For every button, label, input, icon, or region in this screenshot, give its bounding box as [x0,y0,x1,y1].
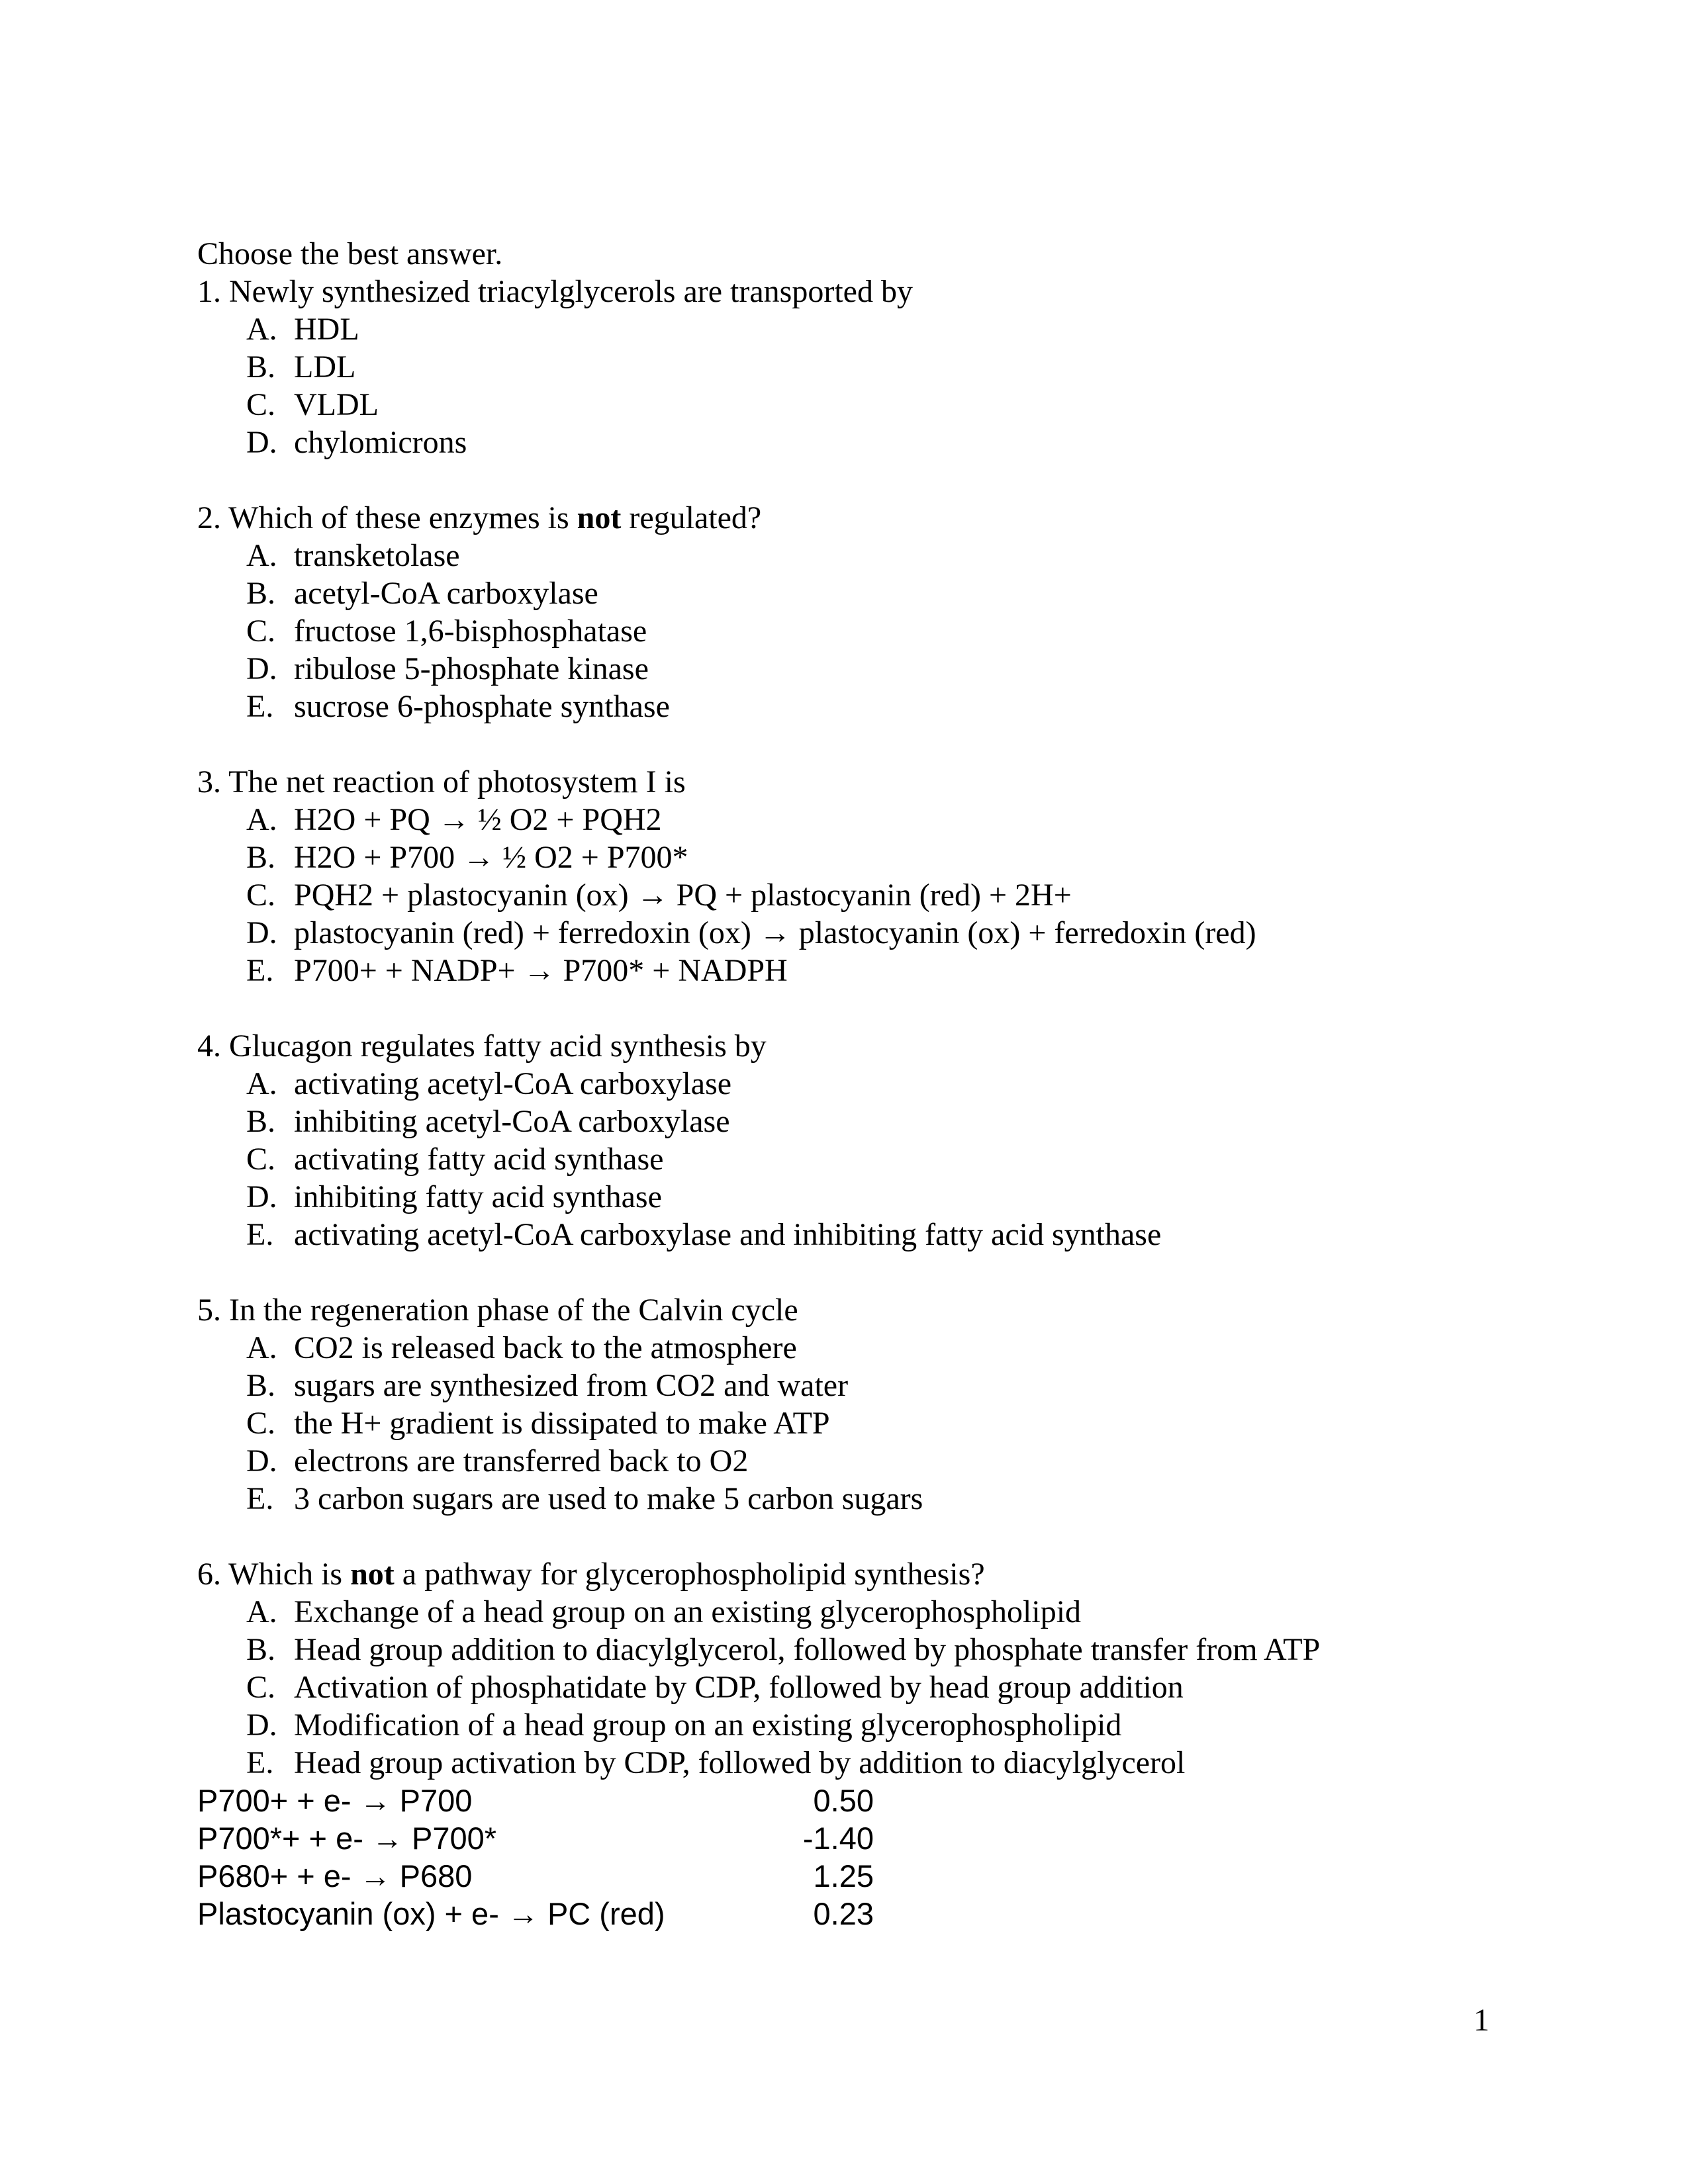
instructions: Choose the best answer. [197,236,503,271]
option-text: electrons are transferred back to O2 [294,1443,749,1479]
option-6b [246,1631,1320,1668]
potential-reaction-1: P700+ + e- → P700 [197,1783,473,1818]
option-letter: E. [246,689,274,724]
option-text: H2O + PQ → ½ O2 + PQH2 [294,802,662,837]
option-letter: C. [246,387,276,422]
option-1a [246,311,359,348]
option-letter: C. [246,1406,276,1441]
option-text: inhibiting acetyl-CoA carboxylase [294,1104,730,1139]
option-5a [246,1330,797,1367]
potential-reaction-2: P700*+ + e- → P700* [197,1821,497,1856]
option-text: Modification of a head group on an existing glycerophospholipid [294,1707,1122,1743]
option-letter: B. [246,1104,276,1139]
option-letter: B. [246,349,276,385]
option-letter: A. [246,538,277,573]
option-text: plastocyanin (red) + ferredoxin (ox) → plastocyanin (ox) + ferredoxin (red) [294,915,1256,950]
option-letter: A. [246,802,277,837]
option-letter: C. [246,1670,276,1705]
option-text: acetyl-CoA carboxylase [294,576,598,611]
question-1-number: 1. [197,274,221,309]
option-letter: D. [246,425,277,460]
option-text: Activation of phosphatidate by CDP, followed by head group addition [294,1670,1184,1705]
option-5e [246,1480,923,1518]
question-6-text-before: Which is [228,1557,343,1592]
option-6e [246,1745,1185,1782]
option-text: P700+ + NADP+ → P700* + NADPH [294,953,788,988]
option-4e [246,1216,1161,1253]
option-text: sucrose 6-phosphate synthase [294,689,670,724]
question-2-text-bold: not [577,500,622,535]
question-6-text-bold: not [350,1557,395,1592]
option-2e [246,688,670,725]
option-3a [246,801,662,839]
question-4-text: Glucagon regulates fatty acid synthesis by [229,1028,767,1064]
option-text: activating fatty acid synthase [294,1142,664,1177]
option-text: CO2 is released back to the atmosphere [294,1330,797,1365]
option-4b [246,1103,730,1140]
option-3c [246,877,1072,914]
option-letter: D. [246,1707,277,1743]
question-6-number: 6. [197,1557,221,1592]
option-letter: E. [246,1745,274,1780]
option-text: chylomicrons [294,425,467,460]
option-letter: A. [246,1594,277,1629]
option-text: Head group activation by CDP, followed by addition to diacylglycerol [294,1745,1186,1780]
option-1d [246,424,467,461]
option-text: HDL [294,312,359,347]
potential-value-4: 0.23 [813,1896,874,1931]
option-letter: A. [246,312,277,347]
option-3b [246,839,688,876]
question-5 [197,1292,798,1329]
option-text: 3 carbon sugars are used to make 5 carbon sugars [294,1481,923,1516]
option-4d [246,1179,662,1216]
option-text: VLDL [294,387,379,422]
option-6c [246,1669,1184,1706]
option-text: activating acetyl-CoA carboxylase and inhibiting fatty acid synthase [294,1217,1162,1252]
option-letter: B. [246,840,276,875]
potential-value-3: 1.25 [813,1858,874,1893]
option-text: ribulose 5-phosphate kinase [294,651,649,686]
option-text: LDL [294,349,356,385]
question-6-text-after: a pathway for glycerophospholipid synthesis? [402,1557,985,1592]
option-text: Head group addition to diacylglycerol, followed by phosphate transfer from ATP [294,1632,1321,1667]
option-letter: E. [246,953,274,988]
question-5-number: 5. [197,1293,221,1328]
option-letter: C. [246,614,276,649]
option-letter: E. [246,1481,274,1516]
question-2 [197,500,761,537]
option-1b [246,349,355,386]
potential-reaction-3: P680+ + e- → P680 [197,1858,473,1893]
option-4c [246,1141,663,1178]
option-text: H2O + P700 → ½ O2 + P700* [294,840,688,875]
option-text: activating acetyl-CoA carboxylase [294,1066,732,1101]
option-5b [246,1367,848,1404]
option-text: sugars are synthesized from CO2 and water [294,1368,849,1403]
option-6a [246,1594,1081,1631]
question-3-number: 3. [197,764,221,799]
option-text: Exchange of a head group on an existing glycerophospholipid [294,1594,1082,1629]
question-4 [197,1028,767,1065]
option-5c [246,1405,830,1442]
page-number: 1 [1474,2003,1489,2038]
question-2-number: 2. [197,500,221,535]
option-text: fructose 1,6-bisphosphatase [294,614,647,649]
potential-reaction-4: Plastocyanin (ox) + e- → PC (red) [197,1896,665,1931]
question-2-text-before: Which of these enzymes is [228,500,569,535]
option-letter: E. [246,1217,274,1252]
question-3-text: The net reaction of photosystem I is [228,764,686,799]
question-6 [197,1556,985,1593]
potential-value-2: -1.40 [802,1821,874,1856]
option-letter: C. [246,1142,276,1177]
question-4-number: 4. [197,1028,221,1064]
question-2-text-after: regulated? [629,500,762,535]
option-2b [246,575,598,612]
option-3e [246,952,788,989]
option-letter: B. [246,576,276,611]
option-2c [246,613,647,650]
question-1 [197,273,913,310]
option-text: the H+ gradient is dissipated to make ATP [294,1406,830,1441]
option-text: transketolase [294,538,460,573]
option-2a [246,537,460,574]
potential-value-1: 0.50 [813,1783,874,1818]
option-letter: B. [246,1368,276,1403]
option-5d [246,1443,748,1480]
question-1-text: Newly synthesized triacylglycerols are transported by [229,274,913,309]
option-letter: C. [246,878,276,913]
option-letter: D. [246,1179,277,1214]
option-3d [246,915,1256,952]
question-3 [197,764,686,801]
option-2d [246,651,649,688]
option-letter: B. [246,1632,276,1667]
option-text: PQH2 + plastocyanin (ox) → PQ + plastocyanin (red) + 2H+ [294,878,1072,913]
option-letter: A. [246,1066,277,1101]
question-5-text: In the regeneration phase of the Calvin cycle [229,1293,798,1328]
option-6d [246,1707,1121,1744]
option-letter: D. [246,1443,277,1479]
option-letter: D. [246,651,277,686]
option-text: inhibiting fatty acid synthase [294,1179,662,1214]
option-4a [246,1066,731,1103]
option-letter: A. [246,1330,277,1365]
option-letter: D. [246,915,277,950]
option-1c [246,387,379,424]
